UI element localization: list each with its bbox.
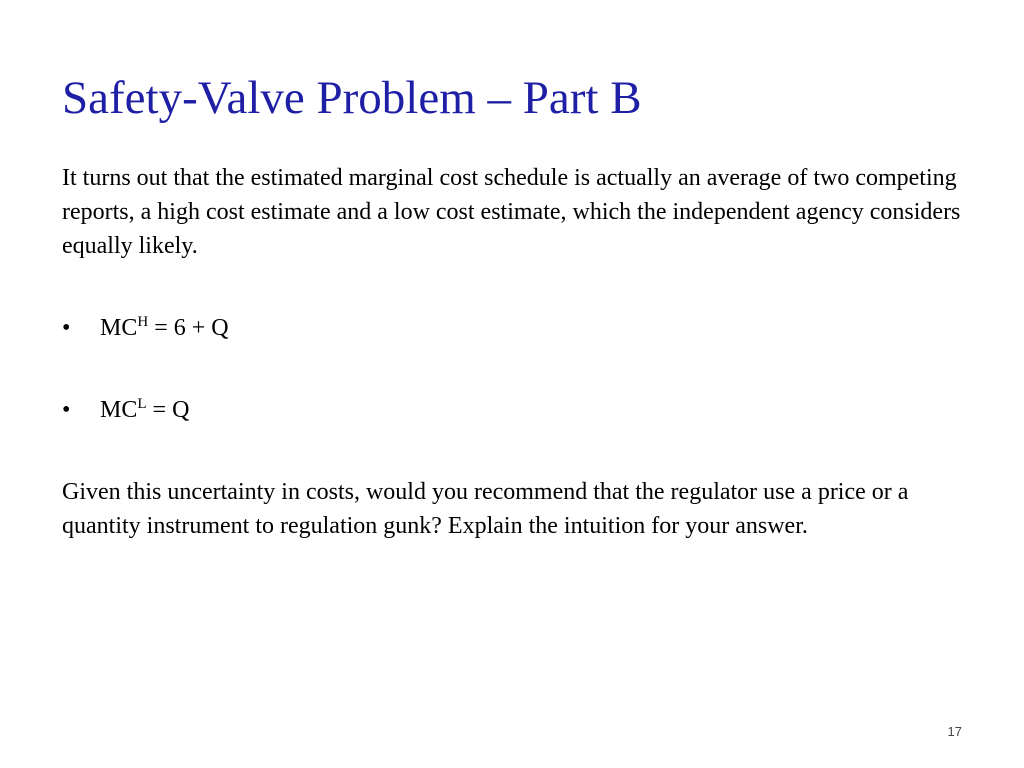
bullet-mc-base: MC (100, 397, 138, 423)
bullet-marker: • (62, 315, 71, 341)
slide-title: Safety-Valve Problem – Part B (62, 72, 642, 124)
bullet-high-cost (62, 311, 229, 345)
bullet-low-cost (62, 393, 189, 427)
bullet-equation-rest: = Q (146, 397, 190, 423)
bullet-mc-base: MC (100, 315, 138, 341)
question-paragraph: Given this uncertainty in costs, would you recommend that the regulator use a price or a quantity instrument to regulation gunk? Explain the intuition for your answer. (62, 479, 909, 539)
page-number: 17 (947, 724, 962, 739)
bullet-equation-rest: = 6 + Q (148, 315, 229, 341)
bullet-mc-superscript: L (137, 396, 147, 412)
bullet-marker: • (62, 397, 71, 423)
intro-paragraph: It turns out that the estimated marginal cost schedule is actually an average of two competing reports, a high cost estimate and a low cost estimate, which the independent agency considers equally likely. (62, 165, 961, 259)
bullet-mc-superscript: H (137, 314, 149, 330)
